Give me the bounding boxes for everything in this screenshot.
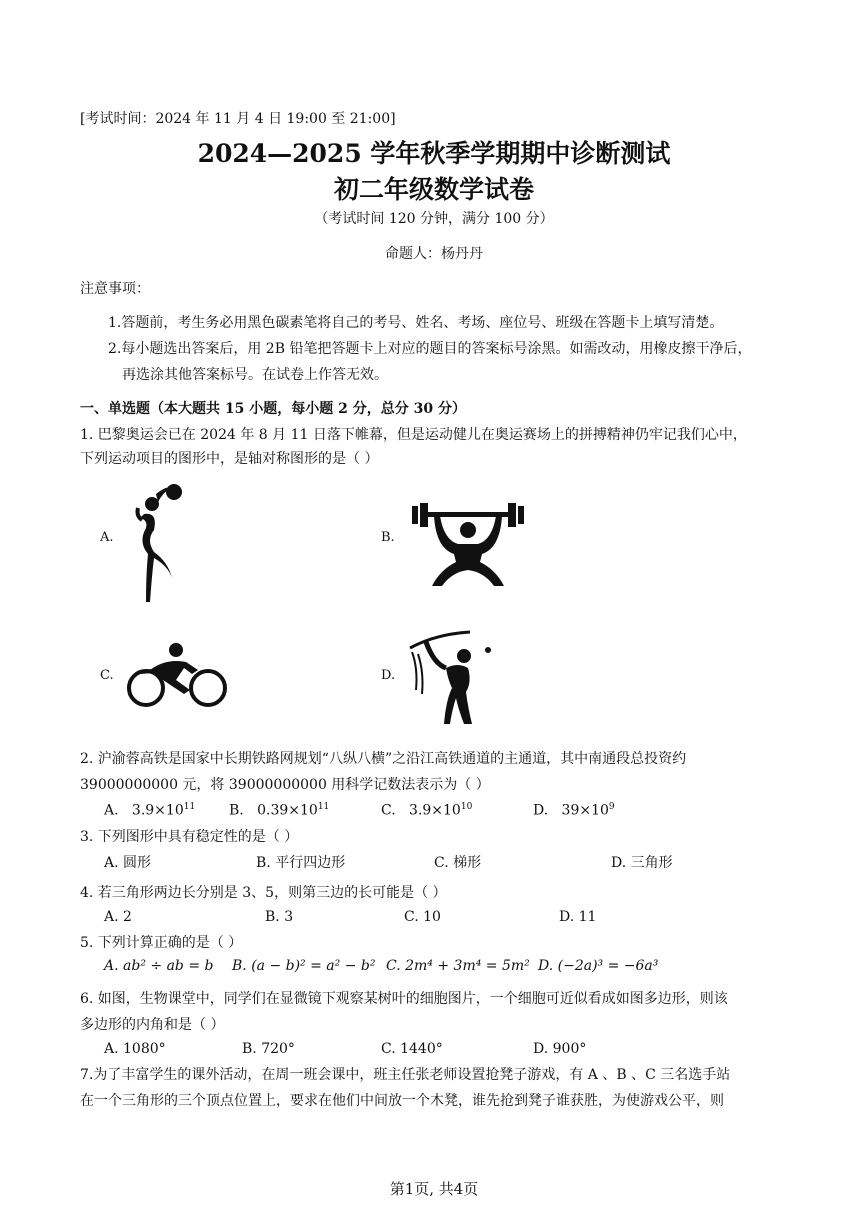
q6-option-c[interactable]: C. 1440° [381,1041,443,1057]
q4-option-d[interactable]: D. 11 [559,909,597,925]
q4-option-a[interactable]: A. 2 [104,909,132,925]
q7-stem-line2: 在一个三角形的三个顶点位置上，要求在他们中间放一个木凳，谁先抢到凳子谁获胜，为使游戏公平，则 [80,1093,724,1109]
exam-time: [考试时间：2024 年 11 月 4 日 19:00 至 21:00] [80,111,396,127]
q5-option-a[interactable]: A. ab² ÷ ab = b [104,958,214,974]
q6-option-d[interactable]: D. 900° [533,1041,587,1057]
notice-item-2: 2.每小题选出答案后，用 2B 铅笔把答题卡上对应的题目的答案标号涂黑。如需改动，用橡皮擦干净后， [108,341,752,357]
q1-stem-line1: 1. 巴黎奥运会已在 2024 年 8 月 11 日落下帷幕，但是运动健儿在奥运赛场上的拼搏精神仍牢记我们心中， [80,427,747,443]
q4-option-c[interactable]: C. 10 [404,909,441,925]
q1-option-a-label: A. [100,530,114,545]
q2-option-c[interactable]: C. $3.9\times 10^{10}$ [381,802,473,819]
fencing-icon [406,628,498,726]
q2-stem-line1: 2. 沪渝蓉高铁是国家中长期铁路网规划“八纵八横”之沿江高铁通道的主通道，其中南通段总投资约 [80,751,687,767]
q5-option-b[interactable]: B. (a − b)² = a² − b² [232,958,376,974]
q3-option-a[interactable]: A. 圆形 [104,855,152,871]
q4-option-b[interactable]: B. 3 [265,909,294,925]
exam-title: 2024—2025 学年秋季学期期中诊断测试 [197,139,671,168]
weightlifting-icon [410,500,526,588]
section-heading: 一、单选题（本大题共 15 小题，每小题 2 分，总分 30 分） [80,401,466,417]
q2-option-a[interactable]: A. $3.9\times 10^{11}$ [104,802,196,819]
q5-option-d[interactable]: D. (−2a)³ = −6a³ [538,958,659,974]
q6-stem-line1: 6. 如图，生物课堂中，同学们在显微镜下观察某树叶的细胞图片，一个细胞可近似看成如图多边形，则该 [80,991,728,1007]
q2-stem-line2: 39000000000 元，将 39000000000 用科学记数法表示为（ ） [80,777,490,793]
q1-option-b-label: B. [381,530,395,545]
q7-stem-line1: 7.为了丰富学生的课外活动，在周一班会课中，班主任张老师设置抢凳子游戏，有 A 、B 、C 三名选手站 [80,1067,731,1083]
q5-stem: 5. 下列计算正确的是（ ） [80,935,243,951]
q6-stem-line2: 多边形的内角和是（ ） [80,1017,225,1033]
q1-stem-line2: 下列运动项目的图形中，是轴对称图形的是（ ） [80,451,379,467]
volleyball-icon [128,482,188,604]
cycling-icon [126,640,228,708]
q3-option-c[interactable]: C. 梯形 [434,855,482,871]
q6-option-a[interactable]: A. 1080° [104,1041,166,1057]
q1-option-c-label: C. [100,668,114,683]
q2-option-d[interactable]: D. $39\times 10^9$ [533,802,615,819]
q6-option-b[interactable]: B. 720° [242,1041,295,1057]
exam-duration: （考试时间 120 分钟，满分 100 分） [314,211,554,227]
q3-option-d[interactable]: D. 三角形 [611,855,673,871]
notice-item-2-cont: 再选涂其他答案标号。在试卷上作答无效。 [122,367,388,383]
exam-subject-title: 初二年级数学试卷 [333,175,534,204]
q5-option-c[interactable]: C. 2m⁴ + 3m⁴ = 5m² [386,958,530,974]
notice-heading: 注意事项： [80,281,150,297]
q1-option-d-label: D. [381,668,396,683]
q2-option-b[interactable]: B. $0.39\times 10^{11}$ [229,802,330,819]
q4-stem: 4. 若三角形两边长分别是 3、5，则第三边的长可能是（ ） [80,885,447,901]
q3-option-b[interactable]: B. 平行四边形 [256,855,346,871]
exam-author: 命题人：杨丹丹 [385,246,483,262]
q3-stem: 3. 下列图形中具有稳定性的是（ ） [80,829,299,845]
notice-item-1: 1.答题前，考生务必用黑色碳素笔将自己的考号、姓名、考场、座位号、班级在答题卡上填写清楚。 [108,315,724,331]
page-footer: 第1页, 共4页 [389,1180,479,1198]
